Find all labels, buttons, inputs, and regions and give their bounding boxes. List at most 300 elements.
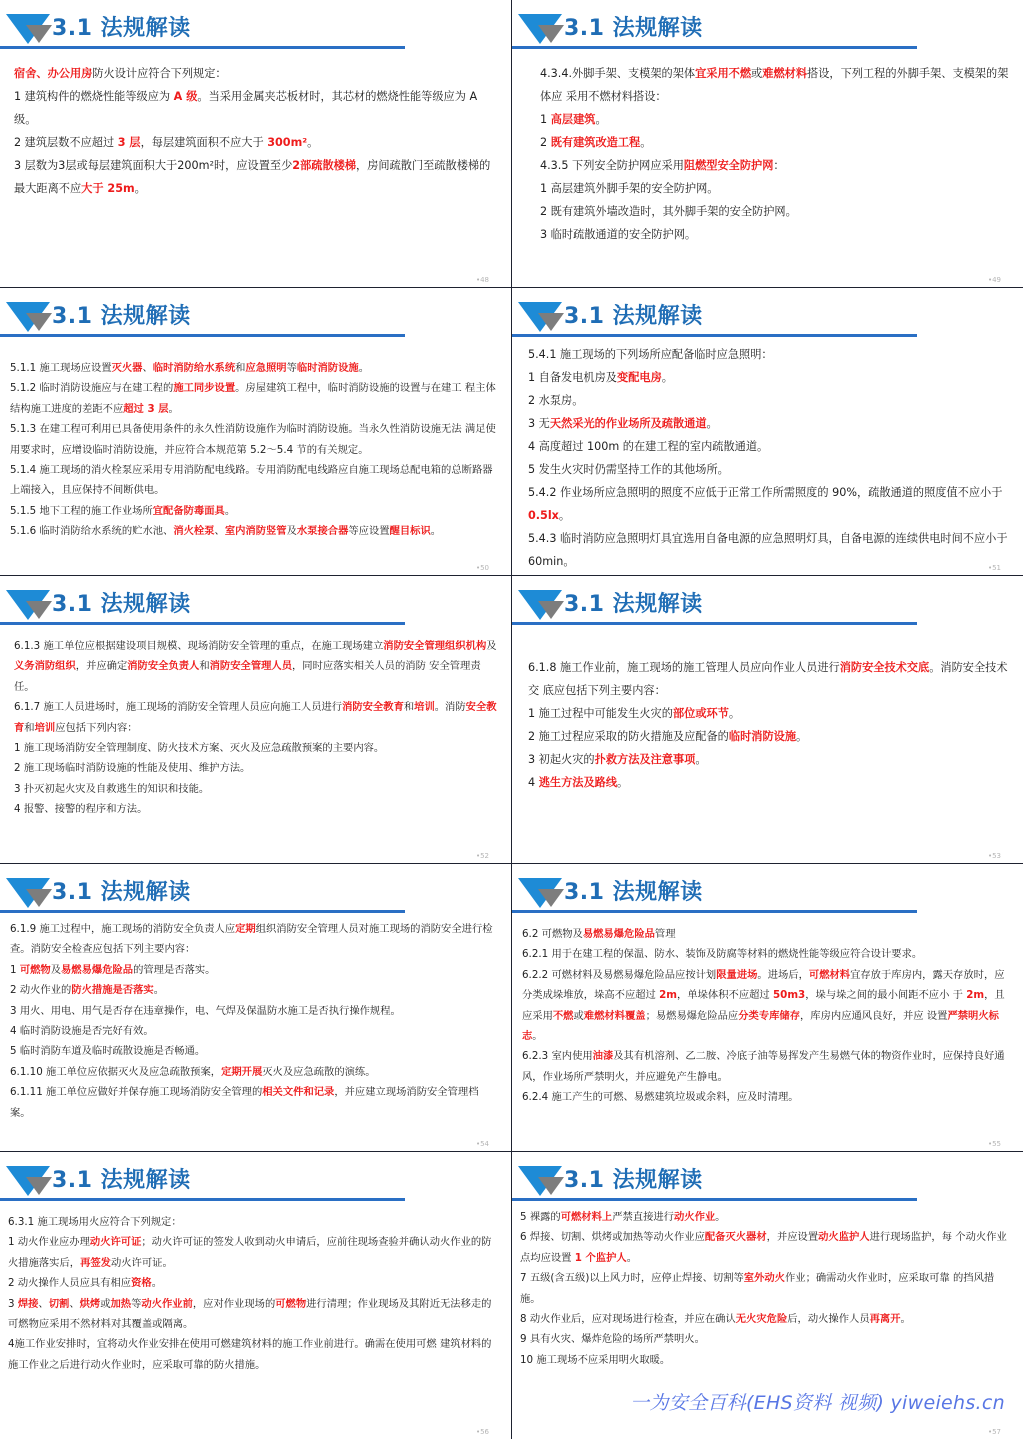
text-line	[540, 223, 1011, 246]
body-text: ，并应设置	[766, 1231, 819, 1244]
text-line	[528, 725, 1011, 748]
body-text: 6 焊接、切割、烘烤或加热等动火作业应	[520, 1231, 705, 1244]
highlight-text: 不燃	[552, 1009, 574, 1022]
body-text: 5.1.3 在建工程可利用已具备使用条件的永久性消防设施作为临时消防设施。当永久性消防设施无法 满足使用要求时，应增设临时消防设施，并应符合本规范第 5.2～5.4 节的有关规定。	[10, 423, 496, 456]
slide-body	[520, 1207, 1011, 1370]
highlight-text: 逃生方法及路线	[538, 776, 618, 789]
body-text: 。	[532, 1030, 543, 1043]
highlight-text: 烘烤	[79, 1297, 101, 1310]
body-text: 。	[715, 1211, 726, 1223]
slide-54	[0, 864, 511, 1151]
body-text: ，并应建立现场消防安全管理档案。	[10, 1086, 479, 1119]
slide-header	[0, 1160, 420, 1202]
header-underline	[0, 46, 405, 49]
body-text: 和	[199, 660, 210, 673]
text-line	[528, 366, 1011, 389]
body-text: 2 既有建筑外墙改造时，其外脚手架的安全防护网。	[540, 205, 797, 218]
highlight-text: 无火灾危险	[735, 1313, 788, 1326]
body-text: 1 自备发电机房及	[528, 371, 617, 384]
text-line	[520, 1268, 1011, 1309]
text-line	[10, 1001, 499, 1021]
highlight-text: 既有建筑改造工程	[550, 136, 641, 149]
slide-56	[0, 1152, 511, 1439]
body-text: 4 高度超过 100m 的在建工程的室内疏散通道。	[528, 440, 769, 453]
highlight-text: A 级	[173, 90, 198, 103]
text-line	[10, 460, 499, 501]
page-number: •57	[987, 1428, 1001, 1436]
header-underline	[512, 46, 917, 49]
watermark: 一为安全百科(EHS资料 视频) yiweiehs.cn	[630, 1392, 1005, 1414]
text-line	[8, 1212, 499, 1232]
body-text: 6.1.9 施工过程中，施工现场的消防安全负责人应	[10, 923, 236, 935]
slide-title: 3.1 法规解读	[564, 16, 703, 41]
body-text: 。	[695, 753, 707, 766]
text-line	[528, 656, 1011, 702]
body-text: ，并应确定	[75, 660, 128, 673]
highlight-text: 水泵接合器	[296, 525, 349, 538]
text-line	[528, 458, 1011, 481]
slide-48	[0, 0, 511, 287]
body-text: 的管理是否落实。	[133, 963, 216, 976]
text-line	[8, 1232, 499, 1273]
body-text: 6.2.2 可燃材料及易燃易爆危险品应按计划	[522, 968, 717, 981]
header-underline	[512, 622, 917, 625]
body-text: 6.2.3 室内使用	[522, 1050, 593, 1063]
highlight-text: 临时消防设施	[296, 362, 359, 374]
highlight-text: 宜配备防毒面具	[152, 504, 225, 517]
text-line	[528, 481, 1011, 527]
slide-body	[528, 656, 1011, 794]
highlight-text: 高层建筑	[550, 113, 596, 126]
slide-header	[0, 296, 420, 338]
header-underline	[512, 1198, 917, 1201]
body-text: 动火许可证。	[110, 1256, 173, 1269]
highlight-text: 难燃材料覆盖	[583, 1009, 646, 1022]
slide-title: 3.1 法规解读	[52, 304, 191, 329]
text-line	[10, 358, 499, 378]
body-text: 1	[540, 113, 551, 126]
text-line	[528, 771, 1011, 794]
slide-title: 3.1 法规解读	[52, 592, 191, 617]
gray-triangle-icon	[538, 313, 564, 331]
text-line	[14, 154, 499, 200]
text-line	[14, 131, 499, 154]
body-text: ；易燃易爆危险品应	[645, 1009, 739, 1022]
page-number: •53	[987, 852, 1001, 860]
body-text: 4 报警、接警的程序和方法。	[14, 803, 148, 816]
text-line	[10, 419, 499, 460]
header-underline	[0, 622, 405, 625]
body-text: 和	[235, 362, 246, 374]
body-text: 5 临时消防车道及临时疏散设施是否畅通。	[10, 1045, 206, 1058]
text-line	[14, 636, 499, 697]
body-text: 。	[626, 1251, 637, 1264]
body-text: 5.4.3 临时消防应急照明灯具宜选用自备电源的应急照明灯具，自备电源的连续供电时间不应小于 60min。	[528, 532, 1008, 568]
highlight-text: 施工同步设置	[173, 382, 236, 395]
highlight-text: 限量进场	[716, 968, 758, 981]
slide-body	[540, 62, 1011, 246]
slide-header	[0, 8, 420, 50]
text-line	[540, 154, 1011, 177]
highlight-text: 再签发	[80, 1256, 111, 1269]
body-text: 或	[100, 1297, 111, 1310]
body-text: 、	[142, 362, 153, 374]
text-line	[10, 501, 499, 521]
body-text: 。进场后，	[757, 968, 809, 981]
body-text: 6.3.1 施工现场用火应符合下列规定：	[8, 1216, 182, 1228]
body-text: 。	[358, 362, 369, 374]
body-text: 8 动火作业后，应对现场进行检查，并应在确认	[520, 1313, 736, 1326]
slide-title: 3.1 法规解读	[564, 592, 703, 617]
highlight-text: 分类专库储存	[738, 1009, 801, 1022]
highlight-text: 油漆	[592, 1050, 614, 1063]
slide-50	[0, 288, 511, 575]
highlight-text: 难燃材料	[762, 67, 808, 80]
highlight-text: 2m	[966, 989, 985, 1002]
gray-triangle-icon	[26, 313, 52, 331]
text-line	[14, 799, 499, 819]
page-number: •48	[475, 276, 489, 284]
body-text: 1 施工过程中可能发生火灾的	[528, 707, 673, 720]
highlight-text: 安全教育	[14, 701, 497, 734]
text-line	[528, 748, 1011, 771]
highlight-text: 0.5lx	[528, 509, 559, 522]
highlight-text: 防火措施是否落实	[71, 984, 154, 997]
highlight-text: 定期开展	[221, 1065, 263, 1078]
highlight-text: 消防安全技术交底	[839, 661, 930, 674]
body-text: 5.1.1 施工现场应设置	[10, 362, 112, 374]
slide-header	[512, 872, 932, 914]
text-line	[528, 343, 1011, 366]
slide-body	[14, 636, 499, 820]
highlight-text: 扑救方法及注意事项	[594, 753, 696, 766]
highlight-text: 动火许可证	[89, 1236, 142, 1249]
page-number: •52	[475, 852, 489, 860]
body-text: 5.4.1 施工现场的下列场所应配备临时应急照明：	[528, 348, 773, 361]
highlight-text: 阻燃型安全防护网	[683, 159, 774, 172]
text-line	[10, 378, 499, 419]
body-text: 4.3.4.外脚手架、支模架的架体	[540, 67, 696, 80]
body-text: 4 临时消防设施是否完好有效。	[10, 1025, 154, 1038]
body-text: 搭设，下列工程的外脚手架、支模架的架体应 采用不燃材料搭设：	[540, 67, 1009, 103]
gray-triangle-icon	[538, 1177, 564, 1195]
page-number: •56	[475, 1428, 489, 1436]
highlight-text: 义务消防组织	[14, 660, 76, 673]
body-text: 5 裸露的	[520, 1211, 561, 1223]
text-line	[520, 1309, 1011, 1329]
text-line	[10, 980, 499, 1000]
highlight-text: 300m²	[267, 136, 308, 149]
text-line	[10, 1062, 499, 1082]
slide-body	[8, 1212, 499, 1375]
body-text: 。	[153, 984, 164, 997]
slide-body	[10, 358, 499, 542]
body-text: 5.1.6 临时消防给水系统的贮水池、	[10, 525, 174, 538]
text-line	[14, 62, 499, 85]
highlight-text: 大于 25m	[81, 182, 135, 195]
slide-title: 3.1 法规解读	[564, 880, 703, 905]
highlight-text: 加热	[110, 1297, 132, 1310]
body-text: 10 施工现场不应采用明火取暖。	[520, 1353, 671, 1366]
body-text: 1 施工现场消防安全管理制度、防火技术方案、灭火及应急疏散预案的主要内容。	[14, 742, 385, 755]
slide-header	[0, 584, 420, 626]
text-line	[522, 1046, 1011, 1087]
text-line	[8, 1294, 499, 1335]
highlight-text: 部位或环节	[672, 707, 729, 720]
body-text: 6.2.1 用于在建工程的保温、防水、装饰及防腐等材料的燃烧性能等级应符合设计要求。	[522, 948, 923, 961]
text-line	[10, 1041, 499, 1061]
slide-57	[512, 1152, 1023, 1439]
gray-triangle-icon	[26, 601, 52, 619]
highlight-text: 动火监护人	[818, 1231, 870, 1244]
text-line	[528, 702, 1011, 725]
highlight-text: 可燃物	[19, 963, 51, 976]
text-line	[540, 131, 1011, 154]
text-line	[528, 412, 1011, 435]
highlight-text: 灭火器	[111, 362, 143, 374]
highlight-text: 焊接	[17, 1297, 39, 1310]
body-text: 1 建筑构件的燃烧性能等级应为	[14, 90, 174, 103]
body-text: 组织消防安全管理人员对施工现场的消防安全进行检查。消防安全检查应包括下列主要内容：	[10, 923, 493, 956]
text-line	[520, 1207, 1011, 1227]
slide-52	[0, 576, 511, 863]
body-text: 灭火及应急疏散的演练。	[262, 1065, 376, 1078]
slide-body	[522, 924, 1011, 1108]
page-number: •49	[987, 276, 1001, 284]
slide-title: 3.1 法规解读	[52, 880, 191, 905]
slide-body	[14, 62, 499, 200]
text-line	[10, 1021, 499, 1041]
highlight-text: 应急照明	[245, 362, 287, 374]
body-text: ，单垛体积不应超过	[677, 989, 773, 1002]
highlight-text: 临时消防给水系统	[152, 362, 236, 374]
page-number: •54	[475, 1140, 489, 1148]
body-text: 3 无	[528, 417, 550, 430]
text-line	[10, 960, 499, 980]
text-line	[10, 521, 499, 541]
body-text: 5.1.5 地下工程的施工作业场所	[10, 504, 153, 517]
text-line	[522, 1087, 1011, 1107]
text-line	[14, 697, 499, 738]
text-line	[8, 1334, 499, 1375]
highlight-text: 宜采用不燃	[695, 67, 752, 80]
body-text: 。	[558, 509, 571, 522]
body-text: 或	[751, 67, 763, 80]
body-text: 2 水泵房。	[528, 394, 584, 407]
slide-51	[512, 288, 1023, 575]
body-text: 3 临时疏散通道的安全防护网。	[540, 228, 697, 241]
highlight-text: 2m	[659, 989, 678, 1002]
text-line	[520, 1329, 1011, 1349]
body-text: 5 发生火灾时仍需坚持工作的其他场所。	[528, 463, 729, 476]
highlight-text: 消防安全管理人员	[209, 660, 293, 673]
text-line	[540, 108, 1011, 131]
header-underline	[512, 334, 917, 337]
highlight-text: 培训	[414, 701, 435, 714]
slide-header	[512, 1160, 932, 1202]
body-text: 6.2 可燃物及	[522, 928, 583, 940]
highlight-text: 1 个监护人	[574, 1251, 627, 1264]
text-line	[528, 435, 1011, 458]
body-text: 2 施工过程应采取的防火措施及应配备的	[528, 730, 729, 743]
page-number: •51	[987, 564, 1001, 572]
body-text: 及	[486, 640, 497, 652]
body-text: 。消防	[434, 701, 466, 714]
body-text: 或	[573, 1009, 584, 1022]
text-line	[522, 965, 1011, 1047]
text-line	[520, 1227, 1011, 1268]
body-text: 。	[728, 707, 741, 720]
body-text: 宜存放于库房内，露天存放时，应分类成垛堆放，垛高不应超过	[522, 968, 1005, 1002]
highlight-text: 醒目标识	[389, 525, 431, 538]
body-text: 6.1.7 施工人员进场时，施工现场的消防安全管理人员应向施工人员进行	[14, 701, 343, 714]
body-text: 3 扑灭初起火灾及自救逃生的知识和技能。	[14, 782, 210, 795]
text-line	[14, 758, 499, 778]
slide-53	[512, 576, 1023, 863]
body-text: 3 层数为3层或每层建筑面积大于200m²时，应设置至少	[14, 159, 293, 172]
highlight-text: 室内消防竖管	[224, 525, 287, 538]
gray-triangle-icon	[26, 25, 52, 43]
body-text: 1 动火作业应办理	[8, 1236, 90, 1249]
body-text: 6.2.4 施工产生的可燃、易燃建筑垃圾或余料，应及时清理。	[522, 1091, 799, 1104]
body-text: 。消防安全技术交 底应包括下列主要内容：	[528, 661, 1008, 697]
highlight-text: 严禁明火标志	[522, 1009, 999, 1043]
highlight-text: 超过 3 层	[123, 402, 169, 415]
body-text: 进行现场监护，每 个动火作业点均应设置	[520, 1231, 1007, 1264]
body-text: 7 五级(含五级)以上风力时，应停止焊接、切割等	[520, 1272, 744, 1285]
body-text: 、	[214, 525, 225, 538]
body-text: 。	[430, 525, 442, 538]
text-line	[520, 1350, 1011, 1370]
body-text: 2 建筑层数不应超过	[14, 136, 118, 149]
body-text: 3 用火、用电、用气是否存在违章操作，电、气焊及保温防水施工是否执行操作规程。	[10, 1004, 401, 1017]
body-text: 。	[900, 1313, 911, 1326]
body-text: 。	[307, 136, 319, 149]
slide-title: 3.1 法规解读	[52, 1168, 191, 1193]
gray-triangle-icon	[538, 25, 564, 43]
highlight-text: 可燃材料	[808, 968, 851, 981]
body-text: ：	[773, 159, 785, 172]
header-underline	[0, 1198, 405, 1201]
text-line	[528, 527, 1011, 573]
body-text: 4	[528, 776, 539, 789]
body-text: 2 动火作业的	[10, 984, 72, 997]
slide-body	[10, 919, 499, 1123]
highlight-text: 天然采光的作业场所及疏散通道	[549, 417, 707, 430]
page-number: •50	[475, 564, 489, 572]
text-line	[14, 738, 499, 758]
highlight-text: 室外动火	[743, 1272, 785, 1285]
body-text: 。	[151, 1277, 162, 1290]
body-text: 作业；确需动火作业时，应采取可靠 的挡风措施。	[520, 1272, 995, 1305]
body-text: 。	[661, 371, 673, 384]
body-text: 6.1.10 施工单位应依据灭火及应急疏散预案，	[10, 1065, 222, 1078]
body-text: 。	[595, 113, 607, 126]
highlight-text: 变配电房	[617, 371, 662, 384]
highlight-text: 配备灭火器材	[704, 1231, 767, 1244]
body-text: 管理	[654, 928, 676, 940]
body-text: 。	[640, 136, 652, 149]
highlight-text: 消防安全教育	[342, 701, 404, 714]
body-text: ，应对作业现场的	[192, 1297, 276, 1310]
body-text: ，每层建筑面积不应大于	[140, 136, 268, 149]
text-line	[540, 62, 1011, 108]
body-text: 后，动火操作人员	[787, 1313, 870, 1326]
slide-49	[512, 0, 1023, 287]
body-text: 。	[796, 730, 808, 743]
body-text: 6.1.11 施工单位应做好并保存施工现场消防安全管理的	[10, 1086, 263, 1099]
highlight-text: 消防安全负责人	[127, 660, 200, 673]
body-text: 。	[168, 402, 179, 415]
slide-body	[528, 343, 1011, 573]
slide-title: 3.1 法规解读	[52, 16, 191, 41]
body-text: 及其有机溶剂、乙二胺、冷底子油等易挥发产生易燃气体的物资作业时，应保持良好通风，作业场所严禁明火，并应避免产生静电。	[522, 1050, 1005, 1083]
body-text: 等应设置	[348, 525, 390, 538]
highlight-text: 易燃易爆危险品	[582, 928, 655, 940]
body-text: 。	[224, 504, 236, 517]
body-text: 、	[69, 1297, 80, 1310]
highlight-text: 3 层	[117, 136, 141, 149]
highlight-text: 资格	[131, 1277, 152, 1290]
body-text: ，且应采用	[522, 989, 1005, 1022]
body-text: 4.3.5 下列安全防护网应采用	[540, 159, 684, 172]
body-text: 1	[10, 963, 20, 976]
text-line	[528, 389, 1011, 412]
highlight-text: 可燃物	[275, 1297, 307, 1310]
body-text: 。	[617, 776, 629, 789]
body-text: 6.1.8 施工作业前，施工现场的施工管理人员应向作业人员进行	[528, 661, 840, 674]
text-line	[14, 85, 499, 131]
text-line	[540, 200, 1011, 223]
body-text: 3	[8, 1297, 18, 1310]
body-text: ，垛与垛之间的最小间距不应小 于	[805, 989, 967, 1002]
slide-title: 3.1 法规解读	[564, 1168, 703, 1193]
body-text: 、	[38, 1297, 49, 1310]
highlight-text: 消火栓泵	[173, 525, 215, 538]
text-line	[522, 944, 1011, 964]
body-text: 进行清理；作业现场及其附近无法移走的可燃物应采用不然材料对其覆盖或隔离。	[8, 1297, 492, 1331]
text-line	[8, 1273, 499, 1293]
body-text: 5.1.4 施工现场的消火栓泵应采用专用消防配电线路。专用消防配电线路应自施工现场总配电箱的总断路器上端接入，且应保持不间断供电。	[10, 464, 493, 497]
slide-header	[512, 8, 932, 50]
text-line	[522, 924, 1011, 944]
body-text: 6.1.3 施工单位应根据建设项目规模、现场消防安全管理的重点，在施工现场建立	[14, 640, 384, 652]
gray-triangle-icon	[26, 1177, 52, 1195]
body-text: ；动火许可证的签发人收到动火申请后，应前往现场查验并确认动火作业的防火措施落实后，	[8, 1236, 492, 1269]
gray-triangle-icon	[26, 889, 52, 907]
body-text: 。	[706, 417, 718, 430]
slide-55	[512, 864, 1023, 1151]
body-text: 2 动火操作人员应具有相应	[8, 1277, 132, 1290]
body-text: 及	[50, 963, 62, 976]
body-text: 1 高层建筑外脚手架的安全防护网。	[540, 182, 719, 195]
highlight-text: 培训	[34, 721, 56, 734]
highlight-text: 定期	[235, 923, 256, 935]
body-text: 应包括下列内容：	[55, 721, 138, 734]
body-text: 防火设计应符合下列规定：	[92, 67, 227, 80]
body-text: 。当采用金属夹芯板材时，其芯材的燃烧性能等级应为 A 级。	[14, 90, 478, 126]
body-text: 和	[403, 701, 415, 714]
slide-title: 3.1 法规解读	[564, 304, 703, 329]
highlight-text: 50m3	[773, 989, 806, 1002]
body-text: 5.4.2 作业场所应急照明的照度不应低于正常工作所需照度的 90%，疏散通道的照度值不应小于	[528, 486, 1003, 499]
highlight-text: 相关文件和记录	[262, 1086, 335, 1099]
body-text: ，房间疏散门至疏散楼梯的最大距离不应	[14, 159, 491, 195]
highlight-text: 可燃材料上	[560, 1211, 613, 1223]
gray-triangle-icon	[538, 889, 564, 907]
slide-header	[0, 872, 420, 914]
body-text: 4施工作业安排时，宜将动火作业安排在使用可燃建筑材料的施工作业前进行。确需在使用可燃 建筑材料的施工作业之后进行动火作业时，应采取可靠的防火措施。	[8, 1338, 492, 1371]
